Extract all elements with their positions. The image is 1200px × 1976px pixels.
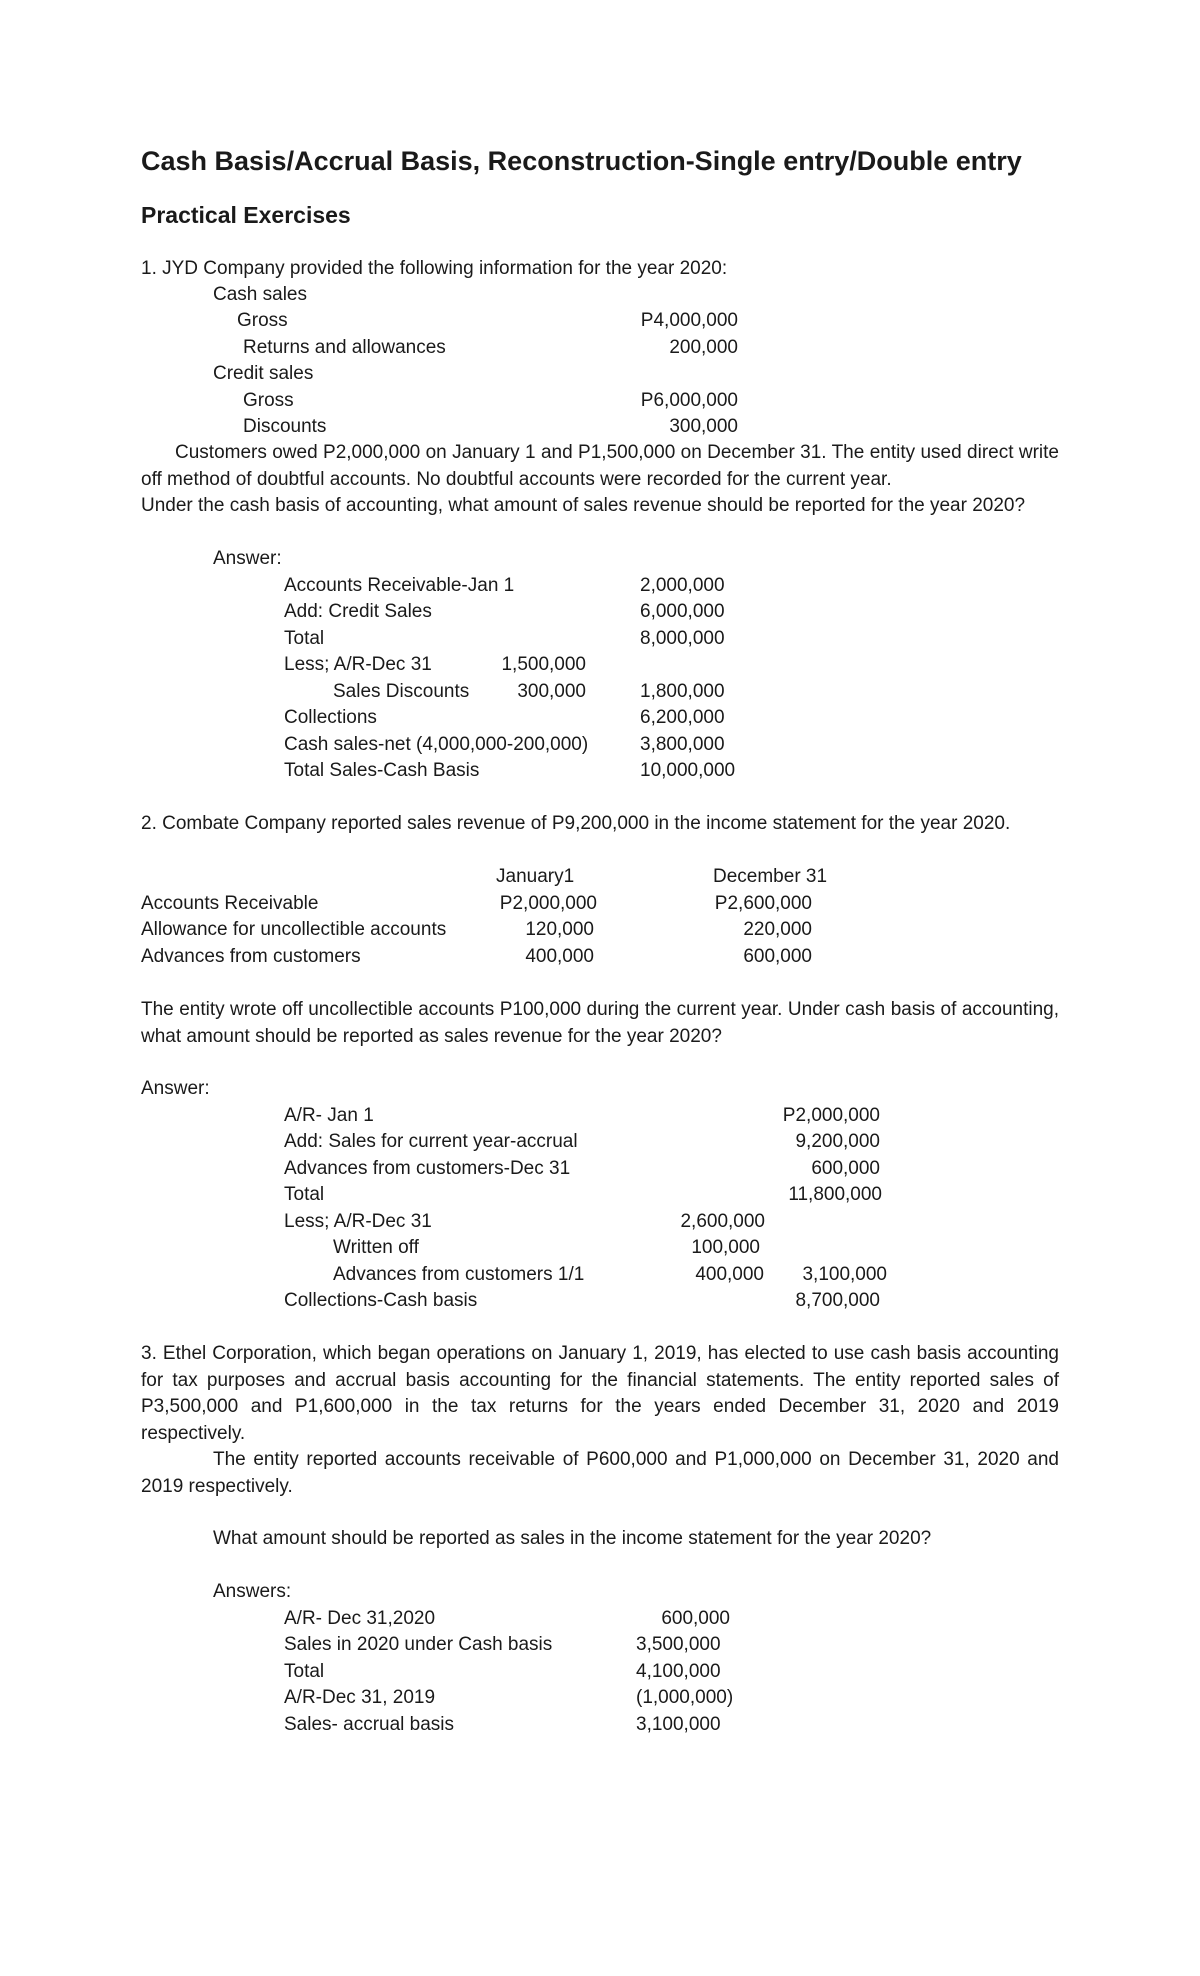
exercise-2-paragraph: The entity wrote off uncollectible accounts P100,000 during the current year. Under cash basis of accounting, what amount should be reported as sales revenue for the year 2020? [141,999,1059,1047]
total-value: 4,100,000 [636,1661,721,1682]
less-ar-dec31-value: 2,600,000 [680,1211,765,1232]
deductions-total: 1,800,000 [640,681,725,702]
cash-sales-net-value: 3,800,000 [640,734,725,755]
column-header-december: December 31 [713,866,828,887]
exercise-3-answer-label: Answers: [213,1581,292,1602]
returns-value: 200,000 [669,337,738,358]
exercise-1-answer-label: Answer: [213,548,282,569]
ar-dec2020-value: 600,000 [661,1608,730,1629]
table-cell-dec: 600,000 [743,946,812,967]
exercise-3-question: What amount should be reported as sales in the income statement for the year 2020? [213,1528,932,1549]
table-row-label: Accounts Receivable [141,893,319,914]
collections-value: 6,200,000 [640,707,725,728]
written-off-label: Written off [333,1237,419,1258]
deductions-total: 3,100,000 [802,1264,887,1285]
ar-jan1-label: Accounts Receivable-Jan 1 [284,575,515,596]
sales-discounts-label: Sales Discounts [333,681,470,702]
credit-gross-label: Gross [243,390,294,411]
returns-label: Returns and allowances [243,337,446,358]
column-header-january: January1 [496,866,575,887]
cash-sales-net-label: Cash sales-net (4,000,000-200,000) [284,734,589,755]
exercise-2-answer-label: Answer: [141,1078,210,1099]
credit-sales-label: Credit sales [213,363,314,384]
sales-discounts-value: 300,000 [517,681,586,702]
table-cell-jan: P2,000,000 [499,893,597,914]
advances-jan1-value: 400,000 [695,1264,764,1285]
ar-jan1-value: P2,000,000 [782,1105,880,1126]
accrual-sales-label: Sales- accrual basis [284,1714,455,1735]
total-value: 8,000,000 [640,628,725,649]
ar-dec2019-label: A/R-Dec 31, 2019 [284,1687,436,1708]
table-cell-jan: 400,000 [525,946,594,967]
cash-basis-sales-label: Sales in 2020 under Cash basis [284,1634,553,1655]
sales-accrual-label: Add: Sales for current year-accrual [284,1131,578,1152]
ar-dec2019-value: (1,000,000) [636,1687,734,1708]
ar-jan1-label: A/R- Jan 1 [284,1105,374,1126]
discounts-label: Discounts [243,416,327,437]
collections-label: Collections [284,707,377,728]
total-value: 11,800,000 [788,1184,882,1205]
exercise-1-intro: 1. JYD Company provided the following information for the year 2020: [141,258,728,279]
less-ar-dec31-value: 1,500,000 [501,654,586,675]
credit-gross-value: P6,000,000 [640,390,738,411]
total-label: Total [284,1661,325,1682]
table-cell-dec: P2,600,000 [714,893,812,914]
less-ar-dec31-label: Less; A/R-Dec 31 [284,1211,432,1232]
discounts-value: 300,000 [669,416,738,437]
total-sales-cash-label: Total Sales-Cash Basis [284,760,480,781]
cash-basis-sales-value: 3,500,000 [636,1634,721,1655]
exercise-3-paragraph: 3. Ethel Corporation, which began operations on January 1, 2019, has elected to use cash basis accounting for tax purposes and accrual basis accounting for the financial statements. The entity reported sales of P3,500,000 and P1,600,000 in the tax returns for the years ended December 31, 2020 and 2019 respectively. [141,1343,1059,1444]
sales-accrual-value: 9,200,000 [795,1131,880,1152]
ar-jan1-value: 2,000,000 [640,575,725,596]
section-heading: Practical Exercises [141,202,351,228]
exercise-2-intro: 2. Combate Company reported sales revenue of P9,200,000 in the income statement for the year 2020. [141,813,1011,834]
accrual-sales-value: 3,100,000 [636,1714,721,1735]
table-row-label: Allowance for uncollectible accounts [141,919,447,940]
table-cell-dec: 220,000 [743,919,812,940]
exercise-1-question: Under the cash basis of accounting, what amount of sales revenue should be reported for the year 2020? [141,495,1026,516]
cash-gross-value: P4,000,000 [640,310,738,331]
less-ar-dec31-label: Less; A/R-Dec 31 [284,654,432,675]
advances-dec31-label: Advances from customers-Dec 31 [284,1158,571,1179]
table-cell-jan: 120,000 [525,919,594,940]
cash-sales-label: Cash sales [213,284,307,305]
total-sales-cash-value: 10,000,000 [640,760,736,781]
written-off-value: 100,000 [691,1237,760,1258]
document-title: Cash Basis/Accrual Basis, Reconstruction-Single entry/Double entry [141,146,1022,176]
exercise-3-receivables-paragraph: The entity reported accounts receivable of P600,000 and P1,000,000 on December 31, 2020 and 2019 respectively. [141,1449,1059,1497]
advances-dec31-value: 600,000 [811,1158,880,1179]
collections-cash-value: 8,700,000 [795,1290,880,1311]
table-row-label: Advances from customers [141,946,361,967]
collections-cash-label: Collections-Cash basis [284,1290,478,1311]
ar-dec2020-label: A/R- Dec 31,2020 [284,1608,436,1629]
advances-jan1-label: Advances from customers 1/1 [333,1264,585,1285]
credit-sales-add-value: 6,000,000 [640,601,725,622]
exercise-1-paragraph: Customers owed P2,000,000 on January 1 and P1,500,000 on December 31. The entity used direct write off method of doubtful accounts. No doubtful accounts were recorded for the current year. [141,442,1059,490]
total-label: Total [284,1184,325,1205]
total-label: Total [284,628,325,649]
credit-sales-add-label: Add: Credit Sales [284,601,432,622]
cash-gross-label: Gross [237,310,288,331]
